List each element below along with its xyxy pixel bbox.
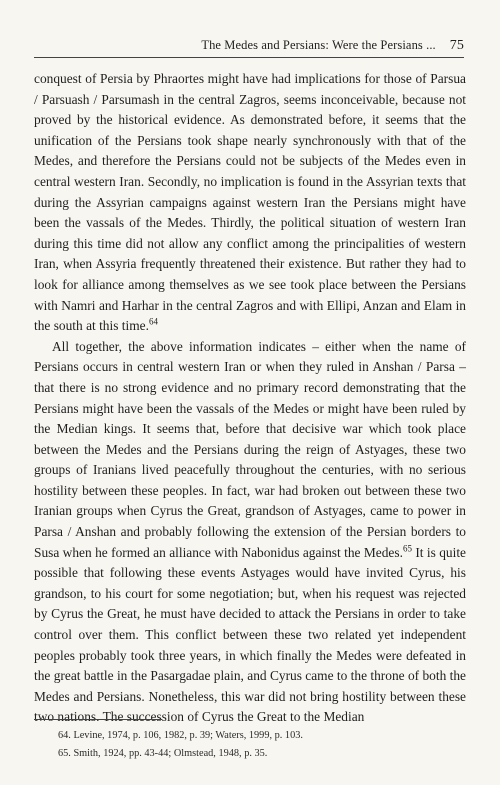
footnote-ref-64: 64 bbox=[148, 316, 158, 327]
paragraph-2 bbox=[34, 337, 466, 728]
body-text bbox=[34, 69, 466, 728]
page-number: 75 bbox=[449, 38, 464, 53]
paragraph-1 bbox=[34, 69, 466, 337]
paragraph-1-text: conquest of Persia by Phraortes might have had implications for those of Parsua / Parsuash / Parsumash in the central Zagros, seems inconceivable, because not proved by the historical evidence. As demonstrated before, it seems that the unification of the Persians took shape nearly synchronously with that of the Medes, and therefore the Persians could not be subjects of the Medes even in central western Iran. Secondly, no implication is found in the Assyrian texts that during the Assyrian campaigns against western Iran the Persians might have been the vassals of the Medes. Thirdly, the political situation of western Iran during this time did not allow any conflict among the principalities of western Iran, when Assyria frequently threatened their existence. But rather they had to look for alliance among themselves as we see took place between the Persians with Namri and Harhar in the central Zagros and with Ellipi, Anzan and Elam in the south at this time. bbox=[34, 71, 466, 334]
footnote-rule bbox=[34, 719, 162, 720]
running-head bbox=[34, 38, 464, 54]
footnote-64: 64. Levine, 1974, p. 106, 1982, p. 39; Waters, 1999, p. 103. bbox=[58, 730, 303, 741]
running-head-title: The Medes and Persians: Were the Persians ... bbox=[201, 38, 436, 52]
header-rule bbox=[34, 57, 464, 58]
paragraph-2-text-b: It is quite possible that following these events Astyages would have invited Cyrus, his grandson, to his court for some negotiation; but, when his request was rejected by Cyrus the Great, he must have decided to attack the Persians in order to take control over them. This conflict between these two related yet independent peoples probably took three years, in which finally the Medes were defeated in the great battle in the Pasargadae plain, and Cyrus came to the throne of both the Medes and Persians. Nonetheless, this war did not bring hostility between these two nations. The succession of Cyrus the Great to the Median bbox=[34, 544, 466, 725]
footnote-65: 65. Smith, 1924, pp. 43-44; Olmstead, 1948, p. 35. bbox=[58, 748, 268, 759]
footnotes bbox=[58, 727, 458, 763]
paragraph-2-text-a: All together, the above information indicates – either when the name of Persians occurs in central western Iran or when they ruled in Anshan / Parsa – that there is no strong evidence and no primary record demonstrating that the Persians might have been the vassals of the Medes or might have been ruled by the Median kings. It seems that, before that decisive war which took place between the Medes and the Persians during the reign of Astyages, these two groups of Iranians lived peacefully throughout the centuries, with no serious hostility between these peoples. In fact, war had broken out between these two Iranian groups when Cyrus the Great, grandson of Astyages, came to power in Parsa / Anshan and probably following the extension of the Persian borders to Susa when he formed an alliance with Nabonidus against the Medes. bbox=[34, 338, 466, 560]
footnote-ref-65: 65 bbox=[402, 543, 412, 554]
